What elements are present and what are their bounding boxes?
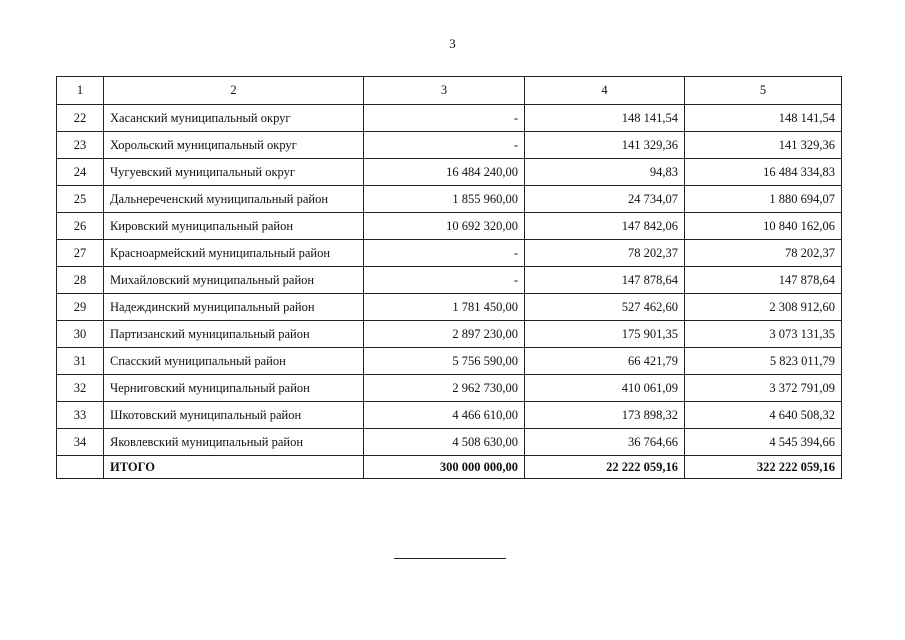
table-row (57, 267, 842, 294)
table-row (57, 348, 842, 375)
column-5-value-cell: 4 545 394,66 (685, 429, 842, 456)
municipality-name-cell: Михайловский муниципальный район (104, 267, 364, 294)
column-3-value-cell: - (364, 132, 525, 159)
table-row (57, 294, 842, 321)
header-row (57, 77, 842, 105)
municipality-name-cell: Хорольский муниципальный округ (104, 132, 364, 159)
total-row (57, 456, 842, 479)
column-3-value-cell: - (364, 267, 525, 294)
column-4-value-cell: 94,83 (525, 159, 685, 186)
column-3-value-cell: 300 000 000,00 (364, 456, 525, 479)
row-number-cell: 30 (57, 321, 104, 348)
row-number-cell: 33 (57, 402, 104, 429)
column-5-value-cell: 148 141,54 (685, 105, 842, 132)
column-3-value-cell: 2 962 730,00 (364, 375, 525, 402)
table-row (57, 402, 842, 429)
column-5-value-cell: 5 823 011,79 (685, 348, 842, 375)
column-4-value-cell: 173 898,32 (525, 402, 685, 429)
municipality-name-cell: Чугуевский муниципальный округ (104, 159, 364, 186)
footer-divider (394, 558, 506, 559)
row-number-cell: 28 (57, 267, 104, 294)
column-5-value-cell: 322 222 059,16 (685, 456, 842, 479)
municipality-name-cell: ИТОГО (104, 456, 364, 479)
row-number-cell: 23 (57, 132, 104, 159)
column-3-value-cell: 4 508 630,00 (364, 429, 525, 456)
column-4-value-cell: 22 222 059,16 (525, 456, 685, 479)
column-5-value-cell: 4 640 508,32 (685, 402, 842, 429)
row-number-cell: 27 (57, 240, 104, 267)
table-row (57, 321, 842, 348)
table-row (57, 375, 842, 402)
budget-table (56, 76, 842, 479)
row-number-cell: 25 (57, 186, 104, 213)
column-4-value-cell: 147 842,06 (525, 213, 685, 240)
municipality-name-cell: Кировский муниципальный район (104, 213, 364, 240)
column-5-value-cell: 78 202,37 (685, 240, 842, 267)
row-number-cell: 31 (57, 348, 104, 375)
table-row (57, 132, 842, 159)
municipality-name-cell: Дальнереченский муниципальный район (104, 186, 364, 213)
column-4-value-cell: 148 141,54 (525, 105, 685, 132)
municipality-name-cell: Партизанский муниципальный район (104, 321, 364, 348)
column-4-value-cell: 147 878,64 (525, 267, 685, 294)
page-number: 3 (449, 36, 456, 51)
column-header: 3 (364, 77, 525, 105)
table-row (57, 159, 842, 186)
column-4-value-cell: 141 329,36 (525, 132, 685, 159)
column-header: 5 (685, 77, 842, 105)
municipality-name-cell: Хасанский муниципальный округ (104, 105, 364, 132)
column-3-value-cell: 10 692 320,00 (364, 213, 525, 240)
row-number-cell: 22 (57, 105, 104, 132)
column-3-value-cell: - (364, 240, 525, 267)
column-5-value-cell: 141 329,36 (685, 132, 842, 159)
column-4-value-cell: 410 061,09 (525, 375, 685, 402)
column-4-value-cell: 527 462,60 (525, 294, 685, 321)
municipality-name-cell: Шкотовский муниципальный район (104, 402, 364, 429)
row-number-cell: 26 (57, 213, 104, 240)
table-row (57, 105, 842, 132)
column-4-value-cell: 36 764,66 (525, 429, 685, 456)
column-3-value-cell: 4 466 610,00 (364, 402, 525, 429)
column-3-value-cell: 1 781 450,00 (364, 294, 525, 321)
column-5-value-cell: 3 372 791,09 (685, 375, 842, 402)
municipality-name-cell: Надеждинский муниципальный район (104, 294, 364, 321)
table-row (57, 429, 842, 456)
column-3-value-cell: 2 897 230,00 (364, 321, 525, 348)
column-5-value-cell: 16 484 334,83 (685, 159, 842, 186)
column-4-value-cell: 66 421,79 (525, 348, 685, 375)
column-5-value-cell: 2 308 912,60 (685, 294, 842, 321)
column-header: 4 (525, 77, 685, 105)
table-row (57, 240, 842, 267)
municipality-name-cell: Черниговский муниципальный район (104, 375, 364, 402)
column-5-value-cell: 3 073 131,35 (685, 321, 842, 348)
column-3-value-cell: - (364, 105, 525, 132)
row-number-cell: 29 (57, 294, 104, 321)
column-3-value-cell: 1 855 960,00 (364, 186, 525, 213)
municipality-name-cell: Спасский муниципальный район (104, 348, 364, 375)
column-3-value-cell: 16 484 240,00 (364, 159, 525, 186)
column-4-value-cell: 24 734,07 (525, 186, 685, 213)
table-row (57, 186, 842, 213)
row-number-cell (57, 456, 104, 479)
column-4-value-cell: 175 901,35 (525, 321, 685, 348)
column-5-value-cell: 1 880 694,07 (685, 186, 842, 213)
municipality-name-cell: Красноармейский муниципальный район (104, 240, 364, 267)
column-5-value-cell: 10 840 162,06 (685, 213, 842, 240)
column-3-value-cell: 5 756 590,00 (364, 348, 525, 375)
municipality-name-cell: Яковлевский муниципальный район (104, 429, 364, 456)
column-4-value-cell: 78 202,37 (525, 240, 685, 267)
table-row (57, 213, 842, 240)
row-number-cell: 32 (57, 375, 104, 402)
row-number-cell: 24 (57, 159, 104, 186)
column-header: 1 (57, 77, 104, 105)
column-5-value-cell: 147 878,64 (685, 267, 842, 294)
row-number-cell: 34 (57, 429, 104, 456)
column-header: 2 (104, 77, 364, 105)
